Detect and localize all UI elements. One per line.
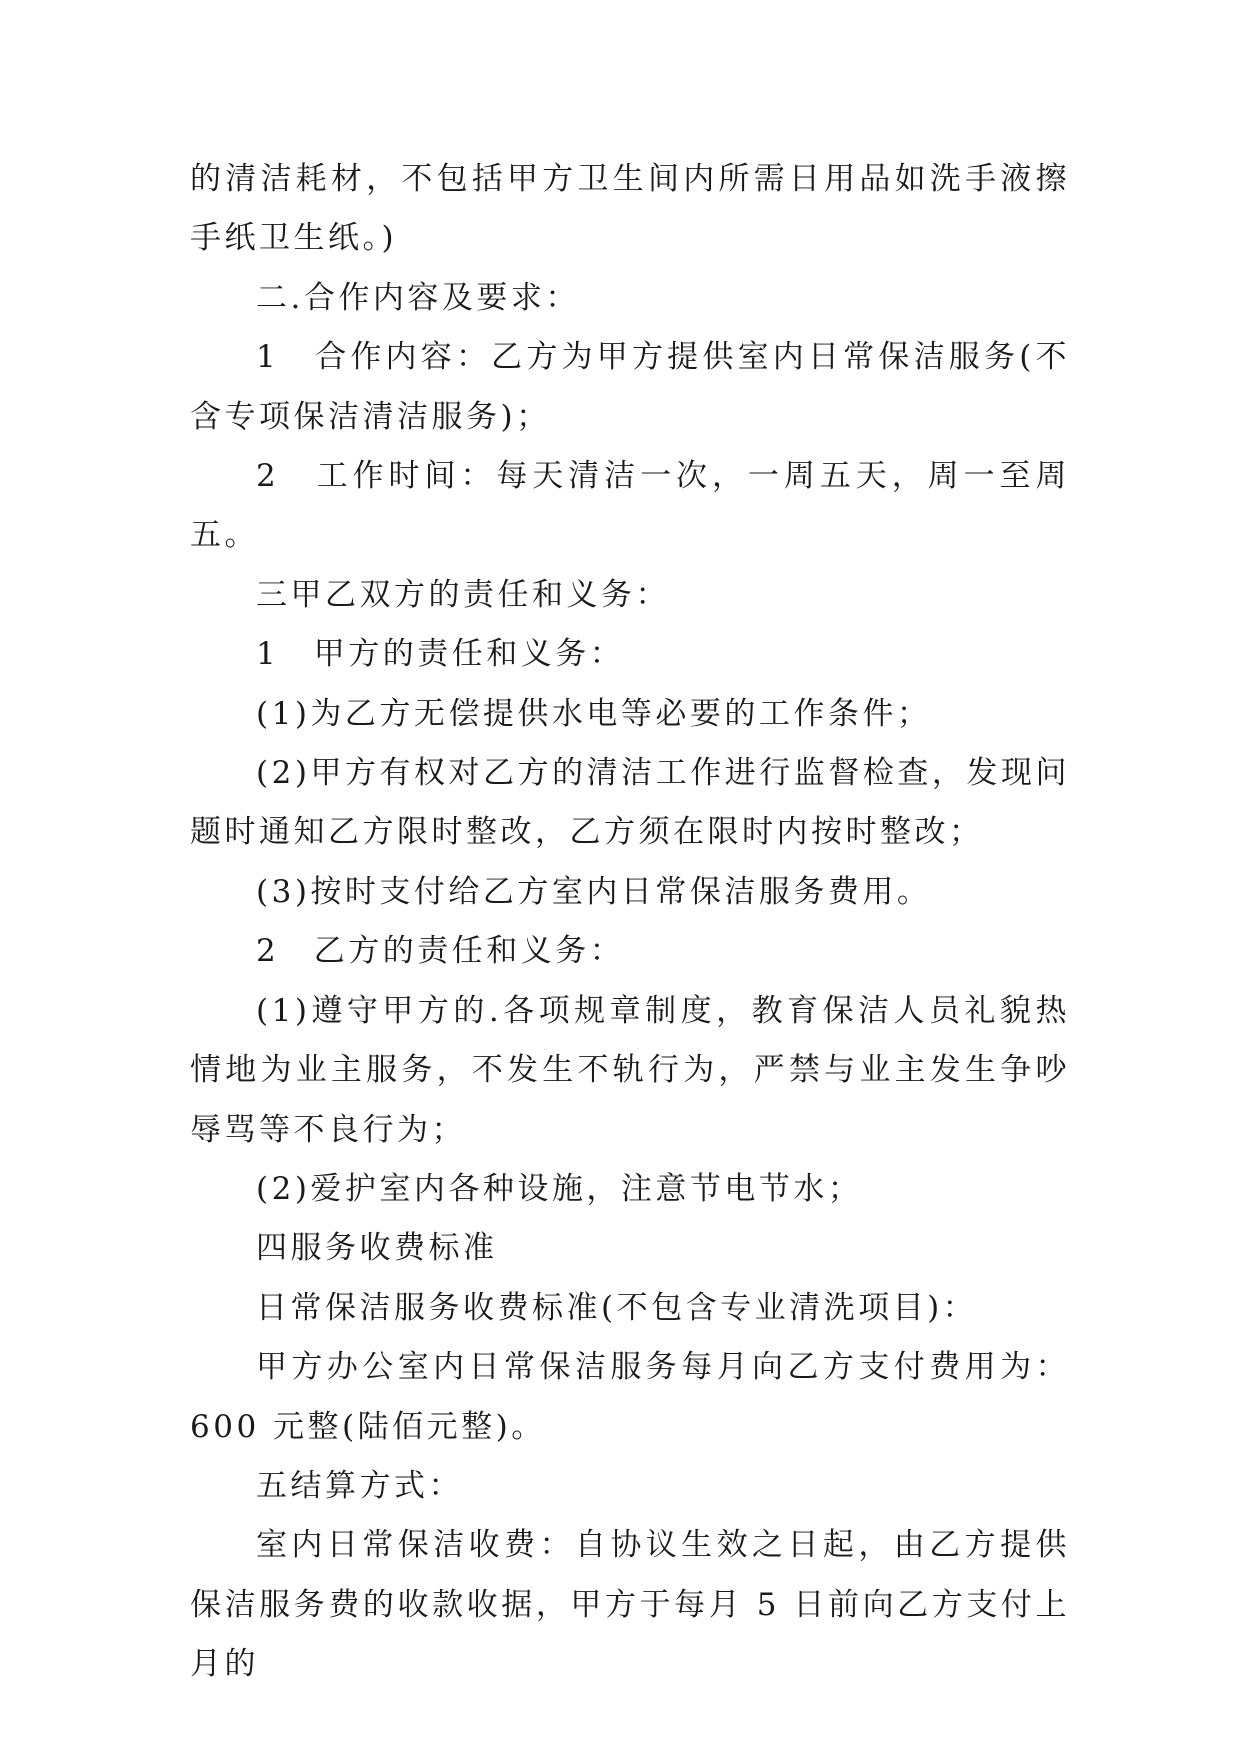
heading-responsibilities: 三甲乙双方的责任和义务：	[256, 576, 670, 613]
clause-party-a-2: (2)甲方有权对乙方的清洁工作进行监督检查，发现问题时通知乙方限时整改，乙方须在限时内按时整改；	[190, 755, 1070, 851]
paragraph-cooperation-scope: 1 合作内容：乙方为甲方提供室内日常保洁服务(不含专项保洁清洁服务)；	[190, 339, 1070, 435]
heading-party-b-duties: 2 乙方的责任和义务：	[256, 933, 625, 970]
clause-party-b-2: (2)爱护室内各种设施，注意节电节水；	[256, 1170, 863, 1207]
paragraph-cleaning-supplies: 的清洁耗材，不包括甲方卫生间内所需日用品如洗手液擦手纸卫生纸。)	[190, 161, 1070, 257]
paragraph-settlement: 室内日常保洁收费：自协议生效之日起，由乙方提供保洁服务费的收款收据，甲方于每月 5 日前向乙方支付上月的	[190, 1527, 1070, 1683]
heading-settlement: 五结算方式：	[256, 1467, 463, 1504]
document-body	[190, 150, 1070, 1695]
paragraph-monthly-fee: 甲方办公室内日常保洁服务每月向乙方支付费用为：600 元整(陆佰元整)。	[190, 1349, 1070, 1445]
heading-party-a-duties: 1 甲方的责任和义务：	[256, 636, 625, 673]
clause-party-b-1: (1)遵守甲方的.各项规章制度，教育保洁人员礼貌热情地为业主服务，不发生不轨行为，严禁与业主发生争吵辱骂等不良行为；	[190, 992, 1070, 1148]
clause-party-a-3: (3)按时支付给乙方室内日常保洁服务费用。	[256, 873, 932, 910]
paragraph-work-time: 2 工作时间：每天清洁一次，一周五天，周一至周五。	[190, 458, 1070, 554]
paragraph-fee-standard: 日常保洁服务收费标准(不包含专业清洗项目)：	[256, 1289, 978, 1326]
heading-fee-standard: 四服务收费标准	[256, 1230, 498, 1267]
heading-cooperation-content: 二.合作内容及要求：	[256, 279, 580, 316]
clause-party-a-1: (1)为乙方无偿提供水电等必要的工作条件；	[256, 695, 932, 732]
